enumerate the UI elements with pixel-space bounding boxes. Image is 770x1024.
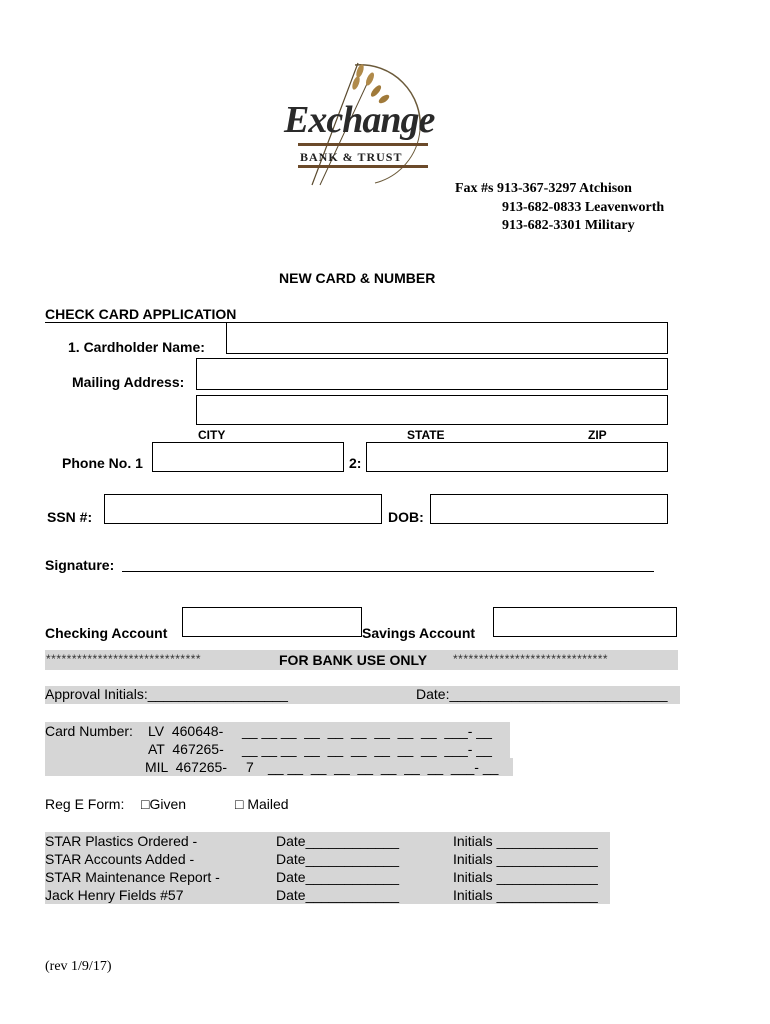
- approval-initials: Approval Initials:__________________: [45, 686, 288, 702]
- card-blanks-mil: __ __ __ __ __ __ __ __ ___- __: [268, 759, 499, 775]
- row-initials-2: Initials _____________: [453, 851, 598, 867]
- cardholder-name-field[interactable]: [226, 322, 668, 354]
- card-mil-seven: 7: [246, 759, 254, 775]
- approval-date: Date:____________________________: [416, 686, 668, 702]
- city-label: CITY: [198, 428, 226, 442]
- logo-brand: Exchange: [284, 99, 435, 141]
- checking-account-label: Checking Account: [45, 625, 168, 641]
- row-date-4: Date____________: [276, 887, 400, 903]
- zip-label: ZIP: [588, 428, 607, 442]
- row-initials-1: Initials _____________: [453, 833, 598, 849]
- row-initials-4: Initials _____________: [453, 887, 598, 903]
- phone-1-label: Phone No. 1: [62, 455, 143, 471]
- phone-1-field[interactable]: [152, 442, 344, 472]
- stars-left: ******************************: [46, 652, 202, 666]
- dob-field[interactable]: [430, 494, 668, 524]
- row-date-3: Date____________: [276, 869, 400, 885]
- dob-label: DOB:: [388, 509, 424, 525]
- card-prefix-at: AT 467265-: [148, 741, 224, 757]
- section-title: CHECK CARD APPLICATION: [45, 306, 237, 322]
- ssn-label: SSN #:: [47, 509, 93, 525]
- stars-right: ******************************: [453, 652, 609, 666]
- checking-account-field[interactable]: [182, 607, 362, 637]
- signature-label: Signature:: [45, 557, 115, 573]
- reg-e-mailed-checkbox[interactable]: □ Mailed: [235, 796, 289, 812]
- cardholder-name-label: 1. Cardholder Name:: [68, 339, 205, 355]
- revision-note: (rev 1/9/17): [45, 959, 112, 974]
- savings-account-label: Savings Account: [362, 625, 476, 641]
- fax-line-1: Fax #s 913-367-3297 Atchison: [455, 181, 632, 196]
- logo-subtitle: BANK & TRUST: [300, 150, 403, 164]
- card-prefix-mil: MIL 467265-: [145, 759, 227, 775]
- reg-e-label: Reg E Form:: [45, 796, 125, 812]
- state-label: STATE: [407, 428, 445, 442]
- mailing-address-field-2[interactable]: [196, 395, 668, 425]
- mailing-address-field-1[interactable]: [196, 358, 668, 390]
- row-label-4: Jack Henry Fields #57: [45, 887, 184, 903]
- mailing-address-label: Mailing Address:: [72, 374, 185, 390]
- bank-use-title: FOR BANK USE ONLY: [279, 652, 428, 668]
- row-initials-3: Initials _____________: [453, 869, 598, 885]
- row-date-2: Date____________: [276, 851, 400, 867]
- row-label-2: STAR Accounts Added -: [45, 851, 195, 867]
- reg-e-given-checkbox[interactable]: □Given: [141, 796, 187, 812]
- fax-line-3: 913-682-3301 Military: [502, 218, 635, 233]
- card-prefix-lv: LV 460648-: [148, 723, 224, 739]
- phone-2-label: 2:: [349, 455, 362, 471]
- fax-line-2: 913-682-0833 Leavenworth: [502, 200, 665, 215]
- row-label-3: STAR Maintenance Report -: [45, 869, 220, 885]
- row-date-1: Date____________: [276, 833, 400, 849]
- row-label-1: STAR Plastics Ordered -: [45, 833, 198, 849]
- card-blanks-lv: __ __ __ __ __ __ __ __ __ ___- __: [242, 723, 492, 739]
- card-blanks-at: __ __ __ __ __ __ __ __ __ ___- __: [242, 741, 492, 757]
- savings-account-field[interactable]: [493, 607, 677, 637]
- signature-line[interactable]: [122, 571, 654, 572]
- card-number-label: Card Number:: [45, 723, 133, 739]
- ssn-field[interactable]: [104, 494, 382, 524]
- form-title: NEW CARD & NUMBER: [279, 270, 436, 286]
- phone-2-field[interactable]: [366, 442, 668, 472]
